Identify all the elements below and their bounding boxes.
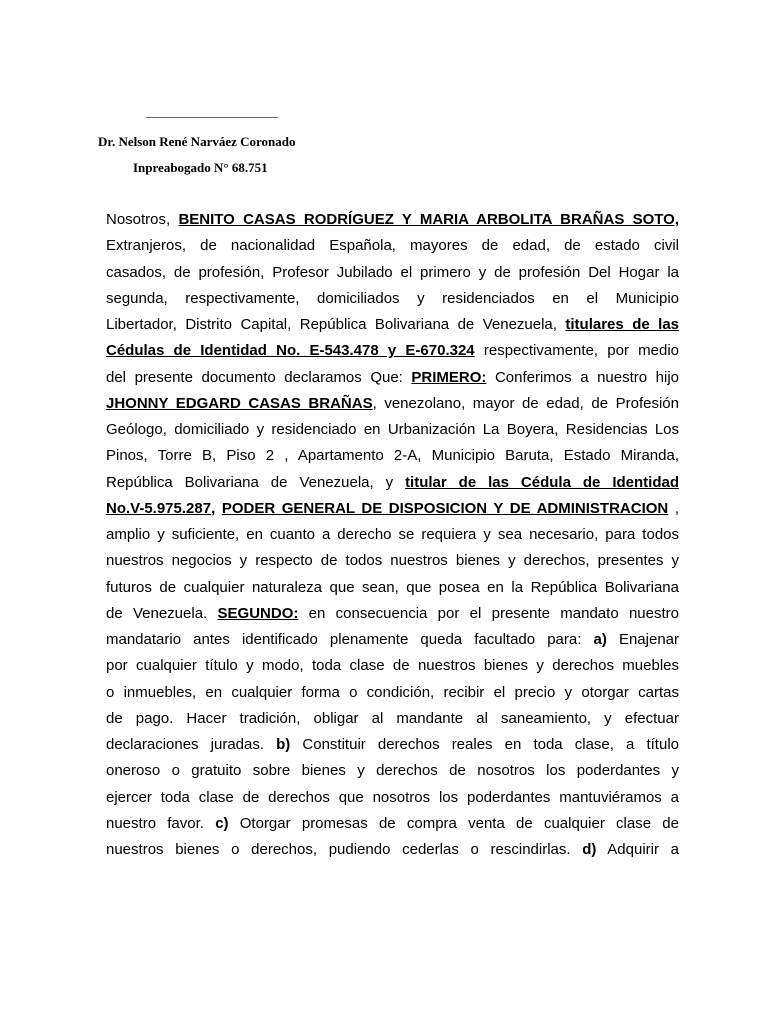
body-line: segunda, respectivamente, domiciliados y residenciados en el Municipio [106,289,679,307]
body-line [106,496,679,522]
body-line: por cualquier título y modo, toda clase de nuestros bienes y derechos muebles [106,657,679,675]
text: del presente documento declaramos Que: [106,368,412,386]
body-line [106,732,679,758]
text: Adquirir a [596,841,679,858]
document-body [106,207,679,863]
text: respectivamente, por medio [474,342,679,360]
id-number: No.V-5.975.287 [106,499,212,517]
body-line [106,365,679,391]
clause-segundo: SEGUNDO: [217,604,299,622]
body-line [106,601,679,627]
attorney-in-fact-name: JHONNY EDGARD CASAS BRAÑAS [106,394,373,412]
text: , venezolano, mayor de edad, de Profesión [372,394,679,412]
clause-primero: PRIMERO: [411,368,487,386]
body-line: casados, de profesión, Profesor Jubilado el primero y de profesión Del Hogar la [106,263,679,281]
body-line [106,207,679,233]
text: Libertador, Distrito Capital, República Bolivariana de Venezuela, [106,316,566,333]
body-line [106,837,679,863]
text: Constituir derechos reales en toda clase, a título [290,736,679,753]
body-line: futuros de cualquier naturaleza que sean, que posea en la República Bolivariana [106,578,679,596]
text: Nosotros, [106,211,179,228]
text: , [668,499,679,517]
body-line [106,338,679,364]
body-line: de pago. Hacer tradición, obligar al mandante al saneamiento, y efectuar [106,709,679,727]
body-line: Geólogo, domiciliado y residenciado en Urbanización La Boyera, Residencias Los [106,421,679,438]
power-title: PODER GENERAL DE DISPOSICION Y DE ADMINISTRACION [221,499,669,517]
item-b: b) [276,736,291,753]
body-line [106,391,679,417]
item-d: d) [582,841,597,858]
body-line [106,312,679,338]
body-line: o inmuebles, en cualquier forma o condición, recibir el precio y otorgar cartas [106,683,679,701]
item-a: a) [593,631,607,648]
body-line: amplio y suficiente, en cuanto a derecho se requiera y sea necesario, para todos [106,526,679,543]
attorney-registration: Inpreabogado N° 68.751 [133,160,268,175]
bold-underlined-text: titulares de las [565,316,679,333]
text: , [211,499,222,517]
text: en consecuencia por el presente mandato nuestro [298,604,679,622]
text: República Bolivariana de Venezuela, y [106,473,406,491]
text: de Venezuela. [106,604,218,622]
bold-underlined-text: titular de las Cédula de Identidad [405,473,679,491]
text: nuestros bienes o derechos, pudiendo cederlas o rescindirlas. [106,841,583,858]
body-line: oneroso o gratuito sobre bienes y derechos de nosotros los poderdantes y [106,762,679,780]
grantors-names: BENITO CASAS RODRÍGUEZ Y MARIA ARBOLITA BRAÑAS SOTO, [178,211,679,228]
text: Conferimos a nuestro hijo [486,368,680,386]
id-numbers: Cédulas de Identidad No. E-543.478 y E-670.324 [106,342,475,360]
text: mandatario antes identificado plenamente queda facultado para: [106,631,594,648]
body-line [106,627,679,653]
body-line: Extranjeros, de nacionalidad Española, mayores de edad, de estado civil [106,237,679,255]
text: Otorgar promesas de compra venta de cualquier clase de [228,814,679,832]
item-c: c) [215,814,229,832]
body-line: Pinos, Torre B, Piso 2 , Apartamento 2-A, Municipio Baruta, Estado Miranda, [106,447,679,465]
body-line [106,470,679,496]
body-line: nuestros negocios y respecto de todos nuestros bienes y derechos, presentes y [106,552,679,570]
body-line [106,811,679,837]
body-line: ejercer toda clase de derechos que nosotros los poderdantes mantuviéramos a [106,788,679,806]
text: nuestro favor. [106,814,216,832]
text: declaraciones juradas. [106,736,277,753]
attorney-name: Dr. Nelson René Narváez Coronado [98,134,296,149]
signature-line: ______________________ [146,105,278,119]
text: Enajenar [606,631,680,648]
